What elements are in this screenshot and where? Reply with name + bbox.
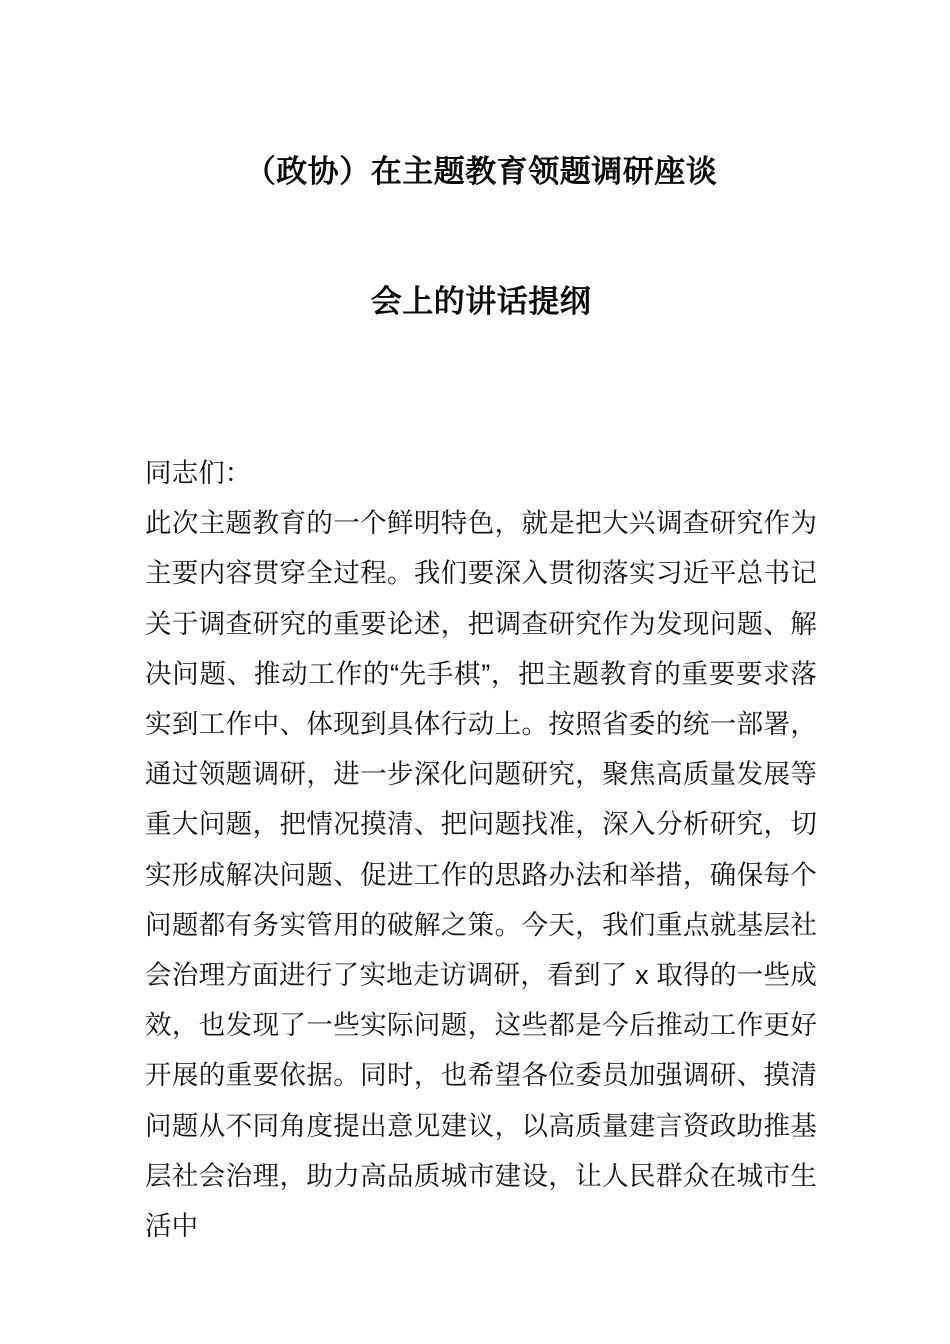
page-title-line-1: （政协）在主题教育领题调研座谈 <box>244 154 718 189</box>
document-text-column <box>145 0 817 1251</box>
body-paragraph: 此次主题教育的一个鲜明特色，就是把大兴调查研究作为主要内容贯穿全过程。我们要深入贯彻落实习近平总书记关于调查研究的重要论述，把调查研究作为发现问题、解决问题、推动工作的“先手棋”，把主题教育的重要要求落实到工作中、体现到具体行动上。按照省委的统一部署，通过领题调研，进一步深化问题研究，聚焦高质量发展等重大问题，把情况摸清、把问题找准，深入分析研究，切实形成解决问题、促进工作的思路办法和举措，确保每个问题都有务实管用的破解之策。今天，我们重点就基层社会治理方面进行了实地走访调研，看到了 x 取得的一些成效，也发现了一些实际问题，这些都是今后推动工作更好开展的重要依据。同时，也希望各位委员加强调研、摸清问题从不同角度提出意见建议，以高质量建言资政助推基层社会治理，助力高品质城市建设，让人民群众在城市生活中 <box>145 508 817 1242</box>
page-title-line-2: 会上的讲话提纲 <box>370 284 592 319</box>
page-title <box>145 0 817 356</box>
salutation: 同志们： <box>145 458 252 488</box>
